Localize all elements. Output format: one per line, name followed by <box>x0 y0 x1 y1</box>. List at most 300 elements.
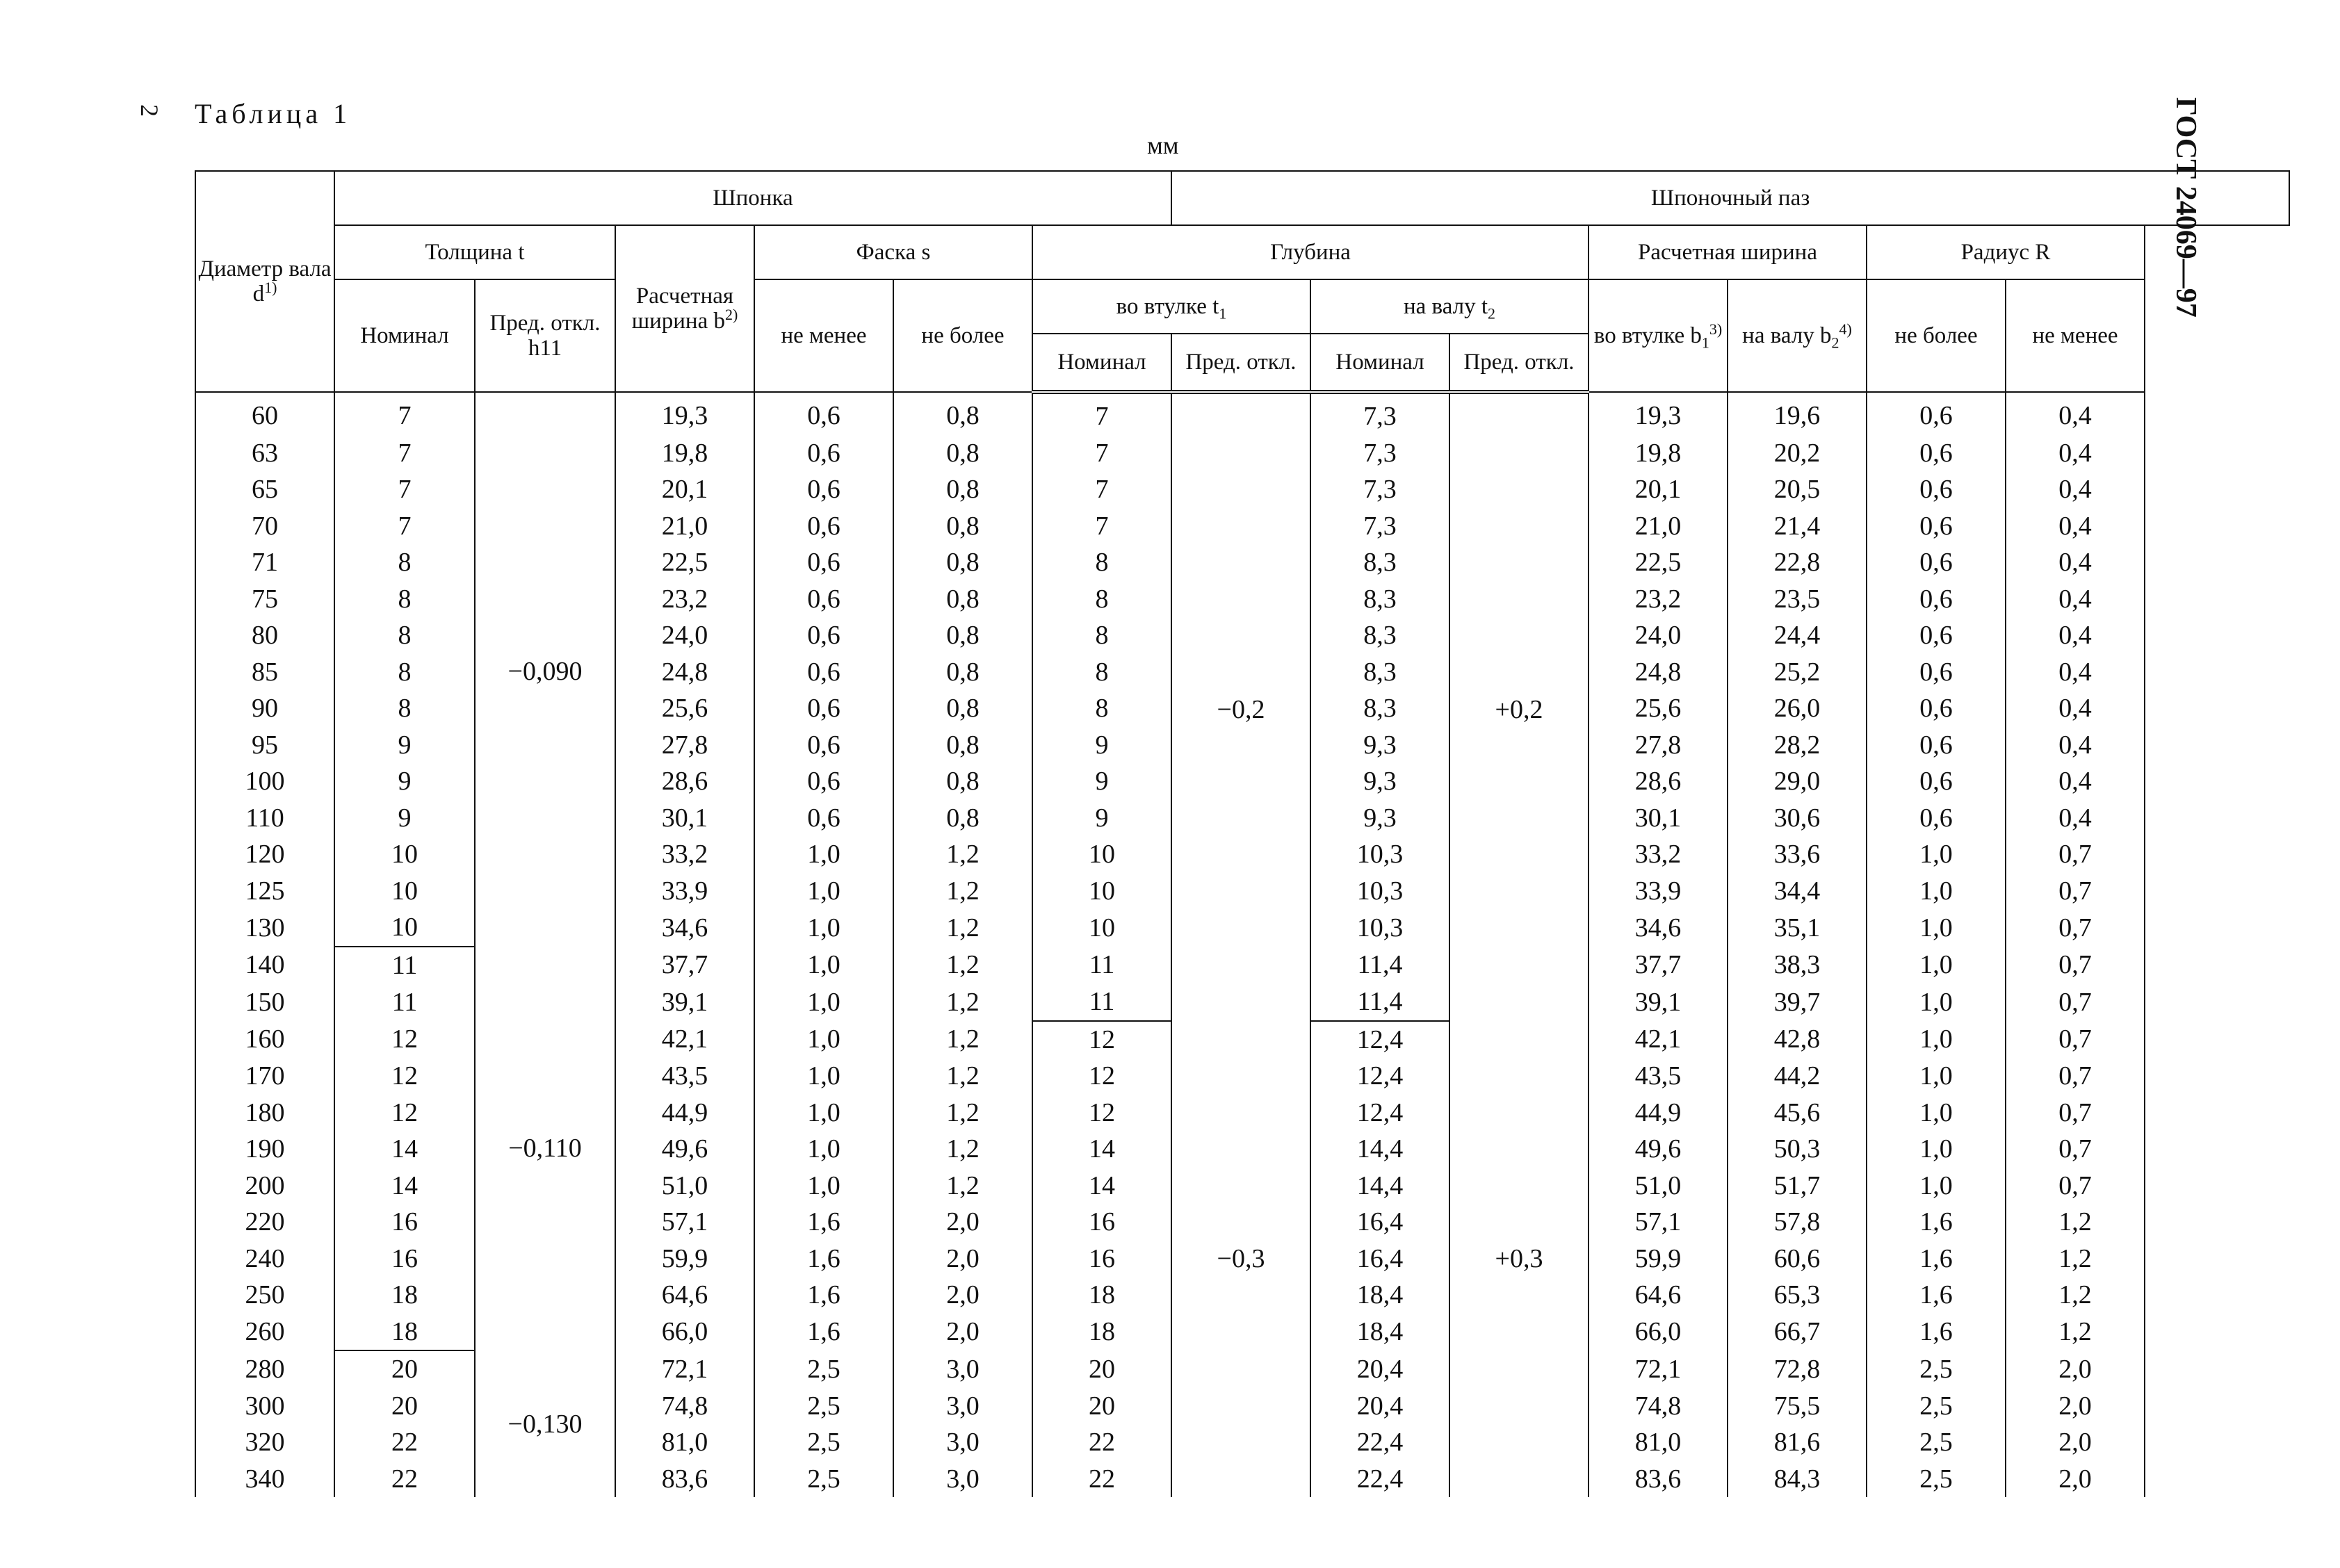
cell-hub-depth-nominal: 8 <box>1032 617 1171 654</box>
cell-hub-depth-nominal: 9 <box>1032 800 1171 837</box>
cell-thickness-nominal: 11 <box>334 983 475 1021</box>
cell-chamfer-min: 0,6 <box>754 654 893 691</box>
standard-title: ГОСТ 24069—97 <box>2170 97 2202 318</box>
header-chamfer: Фаска s <box>754 225 1032 279</box>
cell-thickness-nominal: 14 <box>334 1131 475 1168</box>
cell-shaft-width: 75,5 <box>1728 1388 1867 1425</box>
cell-chamfer-min: 0,6 <box>754 581 893 618</box>
cell-hub-width: 81,0 <box>1589 1424 1728 1461</box>
cell-chamfer-max: 1,2 <box>893 947 1032 984</box>
cell-hub-depth-nominal: 9 <box>1032 727 1171 764</box>
cell-hub-depth-nominal: 10 <box>1032 909 1171 947</box>
cell-thickness-nominal: 8 <box>334 544 475 581</box>
cell-thickness-nominal: 22 <box>334 1461 475 1498</box>
cell-thickness-nominal: 16 <box>334 1204 475 1241</box>
cell-calc-width: 28,6 <box>615 763 754 800</box>
cell-radius-max: 0,6 <box>1867 763 2006 800</box>
header-key: Шпонка <box>334 171 1171 225</box>
cell-hub-depth-nominal: 7 <box>1032 471 1171 508</box>
cell-calc-width: 20,1 <box>615 471 754 508</box>
cell-thickness-deviation: −0,110 <box>475 947 615 1351</box>
cell-radius-max: 0,6 <box>1867 392 2006 435</box>
cell-radius-max: 1,0 <box>1867 1168 2006 1204</box>
header-r-max: не более <box>1867 279 2006 392</box>
cell-diameter: 320 <box>195 1424 334 1461</box>
cell-radius-min: 0,7 <box>2006 1058 2145 1095</box>
cell-thickness-nominal: 22 <box>334 1424 475 1461</box>
cell-hub-depth-nominal: 11 <box>1032 947 1171 984</box>
cell-radius-max: 2,5 <box>1867 1461 2006 1498</box>
cell-hub-width: 19,8 <box>1589 435 1728 472</box>
cell-radius-min: 0,7 <box>2006 1021 2145 1059</box>
units-label: мм <box>1147 131 1179 159</box>
cell-thickness-nominal: 7 <box>334 508 475 545</box>
cell-chamfer-max: 0,8 <box>893 508 1032 545</box>
cell-radius-min: 1,2 <box>2006 1241 2145 1277</box>
cell-shaft-depth-nominal: 8,3 <box>1310 544 1449 581</box>
cell-hub-depth-nominal: 9 <box>1032 763 1171 800</box>
header-radius: Радиус R <box>1867 225 2145 279</box>
cell-shaft-depth-nominal: 7,3 <box>1310 392 1449 435</box>
dimensions-table <box>195 170 2290 1497</box>
cell-radius-max: 1,0 <box>1867 1095 2006 1132</box>
cell-hub-depth-nominal: 22 <box>1032 1461 1171 1498</box>
cell-radius-min: 2,0 <box>2006 1461 2145 1498</box>
table-body <box>195 392 2289 1497</box>
header-t-dev: Пред. откл. h11 <box>475 279 615 392</box>
cell-radius-max: 2,5 <box>1867 1424 2006 1461</box>
cell-shaft-width: 38,3 <box>1728 947 1867 984</box>
cell-radius-min: 1,2 <box>2006 1204 2145 1241</box>
cell-shaft-width: 57,8 <box>1728 1204 1867 1241</box>
cell-calc-width: 44,9 <box>615 1095 754 1132</box>
cell-diameter: 125 <box>195 873 334 910</box>
cell-chamfer-max: 0,8 <box>893 435 1032 472</box>
cell-shaft-depth-nominal: 12,4 <box>1310 1058 1449 1095</box>
cell-radius-min: 1,2 <box>2006 1277 2145 1314</box>
cell-diameter: 250 <box>195 1277 334 1314</box>
cell-hub-width: 44,9 <box>1589 1095 1728 1132</box>
cell-calc-width: 49,6 <box>615 1131 754 1168</box>
cell-chamfer-max: 3,0 <box>893 1350 1032 1388</box>
header-diameter: Диаметр вала $d^{1)}$ <box>195 171 334 392</box>
cell-shaft-depth-nominal: 12,4 <box>1310 1021 1449 1059</box>
cell-diameter: 75 <box>195 581 334 618</box>
cell-shaft-width: 33,6 <box>1728 836 1867 873</box>
header-hub-width: во втулке $b_1^{3)}$ <box>1589 279 1728 392</box>
cell-diameter: 340 <box>195 1461 334 1498</box>
cell-thickness-deviation: −0,090 <box>475 392 615 947</box>
cell-chamfer-max: 3,0 <box>893 1461 1032 1498</box>
cell-hub-width: 21,0 <box>1589 508 1728 545</box>
cell-shaft-width: 24,4 <box>1728 617 1867 654</box>
cell-thickness-nominal: 10 <box>334 836 475 873</box>
cell-chamfer-min: 1,0 <box>754 1058 893 1095</box>
cell-chamfer-min: 1,6 <box>754 1241 893 1277</box>
cell-radius-max: 1,0 <box>1867 909 2006 947</box>
cell-chamfer-max: 0,8 <box>893 544 1032 581</box>
cell-chamfer-max: 1,2 <box>893 1131 1032 1168</box>
cell-chamfer-min: 1,6 <box>754 1314 893 1351</box>
cell-hub-width: 49,6 <box>1589 1131 1728 1168</box>
cell-hub-width: 24,8 <box>1589 654 1728 691</box>
cell-diameter: 63 <box>195 435 334 472</box>
cell-hub-depth-nominal: 7 <box>1032 508 1171 545</box>
cell-thickness-nominal: 9 <box>334 727 475 764</box>
cell-hub-width: 66,0 <box>1589 1314 1728 1351</box>
cell-shaft-width: 26,0 <box>1728 690 1867 727</box>
cell-hub-width: 83,6 <box>1589 1461 1728 1498</box>
cell-diameter: 110 <box>195 800 334 837</box>
cell-calc-width: 24,0 <box>615 617 754 654</box>
cell-shaft-width: 21,4 <box>1728 508 1867 545</box>
cell-diameter: 150 <box>195 983 334 1021</box>
cell-thickness-nominal: 20 <box>334 1388 475 1425</box>
cell-radius-max: 1,0 <box>1867 1058 2006 1095</box>
cell-radius-min: 0,7 <box>2006 947 2145 984</box>
cell-chamfer-max: 0,8 <box>893 392 1032 435</box>
cell-diameter: 200 <box>195 1168 334 1204</box>
cell-diameter: 85 <box>195 654 334 691</box>
cell-hub-width: 74,8 <box>1589 1388 1728 1425</box>
cell-chamfer-min: 0,6 <box>754 800 893 837</box>
cell-radius-max: 0,6 <box>1867 800 2006 837</box>
cell-shaft-depth-deviation: +0,2 <box>1449 392 1589 1021</box>
cell-calc-width: 24,8 <box>615 654 754 691</box>
cell-radius-max: 0,6 <box>1867 581 2006 618</box>
cell-hub-depth-deviation: −0,2 <box>1171 392 1310 1021</box>
cell-thickness-nominal: 7 <box>334 471 475 508</box>
cell-chamfer-max: 0,8 <box>893 581 1032 618</box>
cell-thickness-nominal: 18 <box>334 1314 475 1351</box>
cell-thickness-nominal: 7 <box>334 435 475 472</box>
cell-hub-depth-nominal: 18 <box>1032 1277 1171 1314</box>
cell-hub-depth-nominal: 20 <box>1032 1350 1171 1388</box>
cell-hub-width: 37,7 <box>1589 947 1728 984</box>
cell-shaft-width: 51,7 <box>1728 1168 1867 1204</box>
cell-hub-width: 39,1 <box>1589 983 1728 1021</box>
cell-shaft-width: 42,8 <box>1728 1021 1867 1059</box>
cell-diameter: 260 <box>195 1314 334 1351</box>
cell-shaft-depth-nominal: 22,4 <box>1310 1461 1449 1498</box>
cell-diameter: 180 <box>195 1095 334 1132</box>
cell-chamfer-max: 0,8 <box>893 800 1032 837</box>
header-r-min: не менее <box>2006 279 2145 392</box>
cell-calc-width: 43,5 <box>615 1058 754 1095</box>
cell-chamfer-min: 2,5 <box>754 1350 893 1388</box>
cell-diameter: 240 <box>195 1241 334 1277</box>
cell-chamfer-min: 0,6 <box>754 690 893 727</box>
cell-chamfer-min: 1,0 <box>754 873 893 910</box>
cell-thickness-nominal: 20 <box>334 1350 475 1388</box>
header-s-max: не более <box>893 279 1032 392</box>
cell-shaft-depth-nominal: 10,3 <box>1310 873 1449 910</box>
cell-radius-min: 2,0 <box>2006 1350 2145 1388</box>
cell-hub-width: 19,3 <box>1589 392 1728 435</box>
cell-calc-width: 25,6 <box>615 690 754 727</box>
cell-shaft-depth-nominal: 14,4 <box>1310 1131 1449 1168</box>
cell-hub-width: 33,9 <box>1589 873 1728 910</box>
cell-chamfer-min: 1,0 <box>754 1168 893 1204</box>
cell-calc-width: 27,8 <box>615 727 754 764</box>
cell-chamfer-min: 0,6 <box>754 727 893 764</box>
cell-thickness-nominal: 8 <box>334 581 475 618</box>
cell-thickness-nominal: 8 <box>334 654 475 691</box>
cell-radius-max: 0,6 <box>1867 727 2006 764</box>
cell-shaft-depth-nominal: 16,4 <box>1310 1204 1449 1241</box>
cell-chamfer-max: 0,8 <box>893 654 1032 691</box>
cell-shaft-width: 35,1 <box>1728 909 1867 947</box>
cell-chamfer-max: 3,0 <box>893 1388 1032 1425</box>
cell-hub-width: 24,0 <box>1589 617 1728 654</box>
cell-chamfer-min: 0,6 <box>754 617 893 654</box>
cell-calc-width: 33,9 <box>615 873 754 910</box>
cell-shaft-depth-nominal: 18,4 <box>1310 1277 1449 1314</box>
cell-thickness-nominal: 9 <box>334 763 475 800</box>
cell-shaft-depth-nominal: 18,4 <box>1310 1314 1449 1351</box>
cell-calc-width: 33,2 <box>615 836 754 873</box>
cell-radius-max: 0,6 <box>1867 617 2006 654</box>
table-header <box>195 171 2289 392</box>
cell-chamfer-max: 1,2 <box>893 836 1032 873</box>
cell-radius-min: 0,4 <box>2006 581 2145 618</box>
cell-thickness-nominal: 16 <box>334 1241 475 1277</box>
cell-hub-depth-nominal: 11 <box>1032 983 1171 1021</box>
cell-radius-max: 0,6 <box>1867 471 2006 508</box>
cell-chamfer-min: 0,6 <box>754 471 893 508</box>
cell-shaft-depth-nominal: 7,3 <box>1310 435 1449 472</box>
cell-hub-width: 51,0 <box>1589 1168 1728 1204</box>
cell-shaft-depth-nominal: 9,3 <box>1310 800 1449 837</box>
cell-shaft-depth-deviation: +0,3 <box>1449 1021 1589 1498</box>
cell-calc-width: 72,1 <box>615 1350 754 1388</box>
cell-shaft-width: 39,7 <box>1728 983 1867 1021</box>
cell-radius-max: 1,6 <box>1867 1241 2006 1277</box>
cell-radius-max: 1,0 <box>1867 947 2006 984</box>
cell-thickness-nominal: 11 <box>334 947 475 984</box>
cell-calc-width: 39,1 <box>615 983 754 1021</box>
header-s-min: не менее <box>754 279 893 392</box>
cell-radius-min: 0,7 <box>2006 836 2145 873</box>
cell-hub-depth-nominal: 16 <box>1032 1241 1171 1277</box>
cell-hub-width: 30,1 <box>1589 800 1728 837</box>
header-shaft-depth: на валу $t_2$ <box>1310 279 1589 334</box>
cell-shaft-width: 19,6 <box>1728 392 1867 435</box>
cell-hub-width: 27,8 <box>1589 727 1728 764</box>
cell-radius-min: 0,4 <box>2006 800 2145 837</box>
cell-shaft-depth-nominal: 10,3 <box>1310 836 1449 873</box>
cell-radius-min: 0,4 <box>2006 392 2145 435</box>
cell-radius-min: 0,4 <box>2006 654 2145 691</box>
cell-hub-depth-nominal: 14 <box>1032 1168 1171 1204</box>
cell-radius-min: 0,4 <box>2006 435 2145 472</box>
cell-diameter: 90 <box>195 690 334 727</box>
cell-chamfer-max: 2,0 <box>893 1277 1032 1314</box>
cell-shaft-depth-nominal: 10,3 <box>1310 909 1449 947</box>
cell-thickness-deviation: −0,130 <box>475 1350 615 1497</box>
cell-radius-min: 0,7 <box>2006 1168 2145 1204</box>
cell-chamfer-min: 0,6 <box>754 392 893 435</box>
table-row <box>195 392 2289 435</box>
cell-diameter: 170 <box>195 1058 334 1095</box>
cell-shaft-width: 22,8 <box>1728 544 1867 581</box>
cell-thickness-nominal: 7 <box>334 392 475 435</box>
cell-diameter: 60 <box>195 392 334 435</box>
cell-calc-width: 30,1 <box>615 800 754 837</box>
cell-radius-min: 0,4 <box>2006 471 2145 508</box>
cell-radius-min: 1,2 <box>2006 1314 2145 1351</box>
cell-chamfer-min: 1,6 <box>754 1204 893 1241</box>
cell-hub-depth-nominal: 14 <box>1032 1131 1171 1168</box>
cell-chamfer-max: 2,0 <box>893 1314 1032 1351</box>
cell-hub-depth-nominal: 16 <box>1032 1204 1171 1241</box>
cell-calc-width: 81,0 <box>615 1424 754 1461</box>
cell-chamfer-min: 1,0 <box>754 947 893 984</box>
cell-thickness-nominal: 12 <box>334 1021 475 1059</box>
cell-thickness-nominal: 14 <box>334 1168 475 1204</box>
cell-radius-min: 0,7 <box>2006 1131 2145 1168</box>
table-caption: Таблица 1 <box>195 98 352 129</box>
cell-radius-min: 0,4 <box>2006 690 2145 727</box>
cell-hub-depth-nominal: 7 <box>1032 435 1171 472</box>
cell-shaft-width: 20,5 <box>1728 471 1867 508</box>
cell-thickness-nominal: 12 <box>334 1058 475 1095</box>
cell-chamfer-min: 2,5 <box>754 1424 893 1461</box>
cell-calc-width: 19,3 <box>615 392 754 435</box>
cell-shaft-width: 25,2 <box>1728 654 1867 691</box>
cell-radius-max: 2,5 <box>1867 1350 2006 1388</box>
cell-shaft-width: 60,6 <box>1728 1241 1867 1277</box>
cell-radius-max: 0,6 <box>1867 690 2006 727</box>
cell-shaft-depth-nominal: 8,3 <box>1310 654 1449 691</box>
cell-shaft-width: 34,4 <box>1728 873 1867 910</box>
cell-chamfer-max: 1,2 <box>893 1021 1032 1059</box>
cell-chamfer-max: 0,8 <box>893 690 1032 727</box>
cell-radius-max: 1,0 <box>1867 1021 2006 1059</box>
cell-shaft-width: 44,2 <box>1728 1058 1867 1095</box>
cell-radius-max: 0,6 <box>1867 508 2006 545</box>
cell-calc-width: 74,8 <box>615 1388 754 1425</box>
cell-hub-width: 33,2 <box>1589 836 1728 873</box>
cell-shaft-depth-nominal: 20,4 <box>1310 1388 1449 1425</box>
cell-shaft-depth-nominal: 9,3 <box>1310 763 1449 800</box>
cell-chamfer-max: 0,8 <box>893 617 1032 654</box>
cell-radius-min: 0,4 <box>2006 508 2145 545</box>
cell-thickness-nominal: 10 <box>334 909 475 947</box>
cell-calc-width: 64,6 <box>615 1277 754 1314</box>
cell-diameter: 120 <box>195 836 334 873</box>
cell-thickness-nominal: 8 <box>334 690 475 727</box>
cell-chamfer-min: 1,0 <box>754 836 893 873</box>
cell-calc-width: 37,7 <box>615 947 754 984</box>
header-calc-width-groove: Расчетная ширина <box>1589 225 1867 279</box>
cell-chamfer-min: 1,0 <box>754 983 893 1021</box>
cell-shaft-width: 20,2 <box>1728 435 1867 472</box>
cell-hub-depth-deviation: −0,3 <box>1171 1021 1310 1498</box>
cell-radius-min: 0,4 <box>2006 544 2145 581</box>
cell-diameter: 100 <box>195 763 334 800</box>
cell-radius-min: 0,4 <box>2006 763 2145 800</box>
cell-diameter: 300 <box>195 1388 334 1425</box>
cell-radius-max: 0,6 <box>1867 544 2006 581</box>
cell-diameter: 95 <box>195 727 334 764</box>
cell-radius-max: 1,0 <box>1867 983 2006 1021</box>
cell-radius-min: 0,7 <box>2006 873 2145 910</box>
cell-radius-min: 0,7 <box>2006 983 2145 1021</box>
header-hub-depth: во втулке $t_1$ <box>1032 279 1310 334</box>
cell-chamfer-min: 2,5 <box>754 1461 893 1498</box>
cell-calc-width: 83,6 <box>615 1461 754 1498</box>
cell-shaft-depth-nominal: 16,4 <box>1310 1241 1449 1277</box>
cell-thickness-nominal: 9 <box>334 800 475 837</box>
header-keyway: Шпоночный паз <box>1171 171 2289 225</box>
cell-hub-depth-nominal: 7 <box>1032 392 1171 435</box>
cell-shaft-depth-nominal: 11,4 <box>1310 947 1449 984</box>
cell-chamfer-max: 0,8 <box>893 471 1032 508</box>
cell-shaft-depth-nominal: 22,4 <box>1310 1424 1449 1461</box>
cell-shaft-depth-nominal: 9,3 <box>1310 727 1449 764</box>
header-t1-dev: Пред. откл. <box>1171 334 1310 392</box>
cell-diameter: 160 <box>195 1021 334 1059</box>
cell-radius-min: 2,0 <box>2006 1388 2145 1425</box>
cell-hub-width: 23,2 <box>1589 581 1728 618</box>
cell-calc-width: 42,1 <box>615 1021 754 1059</box>
header-thickness: Толщина t <box>334 225 615 279</box>
cell-diameter: 190 <box>195 1131 334 1168</box>
cell-chamfer-max: 1,2 <box>893 1095 1032 1132</box>
header-depth: Глубина <box>1032 225 1589 279</box>
cell-hub-depth-nominal: 8 <box>1032 544 1171 581</box>
cell-chamfer-max: 0,8 <box>893 727 1032 764</box>
cell-shaft-width: 30,6 <box>1728 800 1867 837</box>
cell-radius-min: 2,0 <box>2006 1424 2145 1461</box>
cell-diameter: 65 <box>195 471 334 508</box>
cell-shaft-width: 45,6 <box>1728 1095 1867 1132</box>
cell-thickness-nominal: 10 <box>334 873 475 910</box>
cell-hub-depth-nominal: 8 <box>1032 690 1171 727</box>
cell-hub-depth-nominal: 22 <box>1032 1424 1171 1461</box>
cell-shaft-width: 81,6 <box>1728 1424 1867 1461</box>
cell-hub-depth-nominal: 10 <box>1032 836 1171 873</box>
cell-shaft-width: 66,7 <box>1728 1314 1867 1351</box>
cell-shaft-depth-nominal: 7,3 <box>1310 508 1449 545</box>
cell-chamfer-max: 1,2 <box>893 909 1032 947</box>
cell-hub-width: 59,9 <box>1589 1241 1728 1277</box>
cell-radius-max: 1,0 <box>1867 1131 2006 1168</box>
cell-radius-min: 0,7 <box>2006 909 2145 947</box>
cell-hub-width: 72,1 <box>1589 1350 1728 1388</box>
header-shaft-width: на валу $b_2^{4)}$ <box>1728 279 1867 392</box>
cell-hub-width: 64,6 <box>1589 1277 1728 1314</box>
cell-chamfer-max: 1,2 <box>893 873 1032 910</box>
cell-shaft-depth-nominal: 11,4 <box>1310 983 1449 1021</box>
cell-radius-max: 0,6 <box>1867 435 2006 472</box>
cell-chamfer-min: 1,0 <box>754 909 893 947</box>
cell-shaft-depth-nominal: 20,4 <box>1310 1350 1449 1388</box>
cell-diameter: 80 <box>195 617 334 654</box>
cell-hub-depth-nominal: 12 <box>1032 1095 1171 1132</box>
cell-hub-depth-nominal: 12 <box>1032 1021 1171 1059</box>
cell-diameter: 220 <box>195 1204 334 1241</box>
cell-chamfer-max: 0,8 <box>893 763 1032 800</box>
cell-radius-min: 0,7 <box>2006 1095 2145 1132</box>
cell-radius-max: 1,0 <box>1867 836 2006 873</box>
cell-calc-width: 34,6 <box>615 909 754 947</box>
header-t2-nominal: Номинал <box>1310 334 1449 392</box>
cell-diameter: 70 <box>195 508 334 545</box>
cell-hub-width: 22,5 <box>1589 544 1728 581</box>
cell-hub-width: 25,6 <box>1589 690 1728 727</box>
